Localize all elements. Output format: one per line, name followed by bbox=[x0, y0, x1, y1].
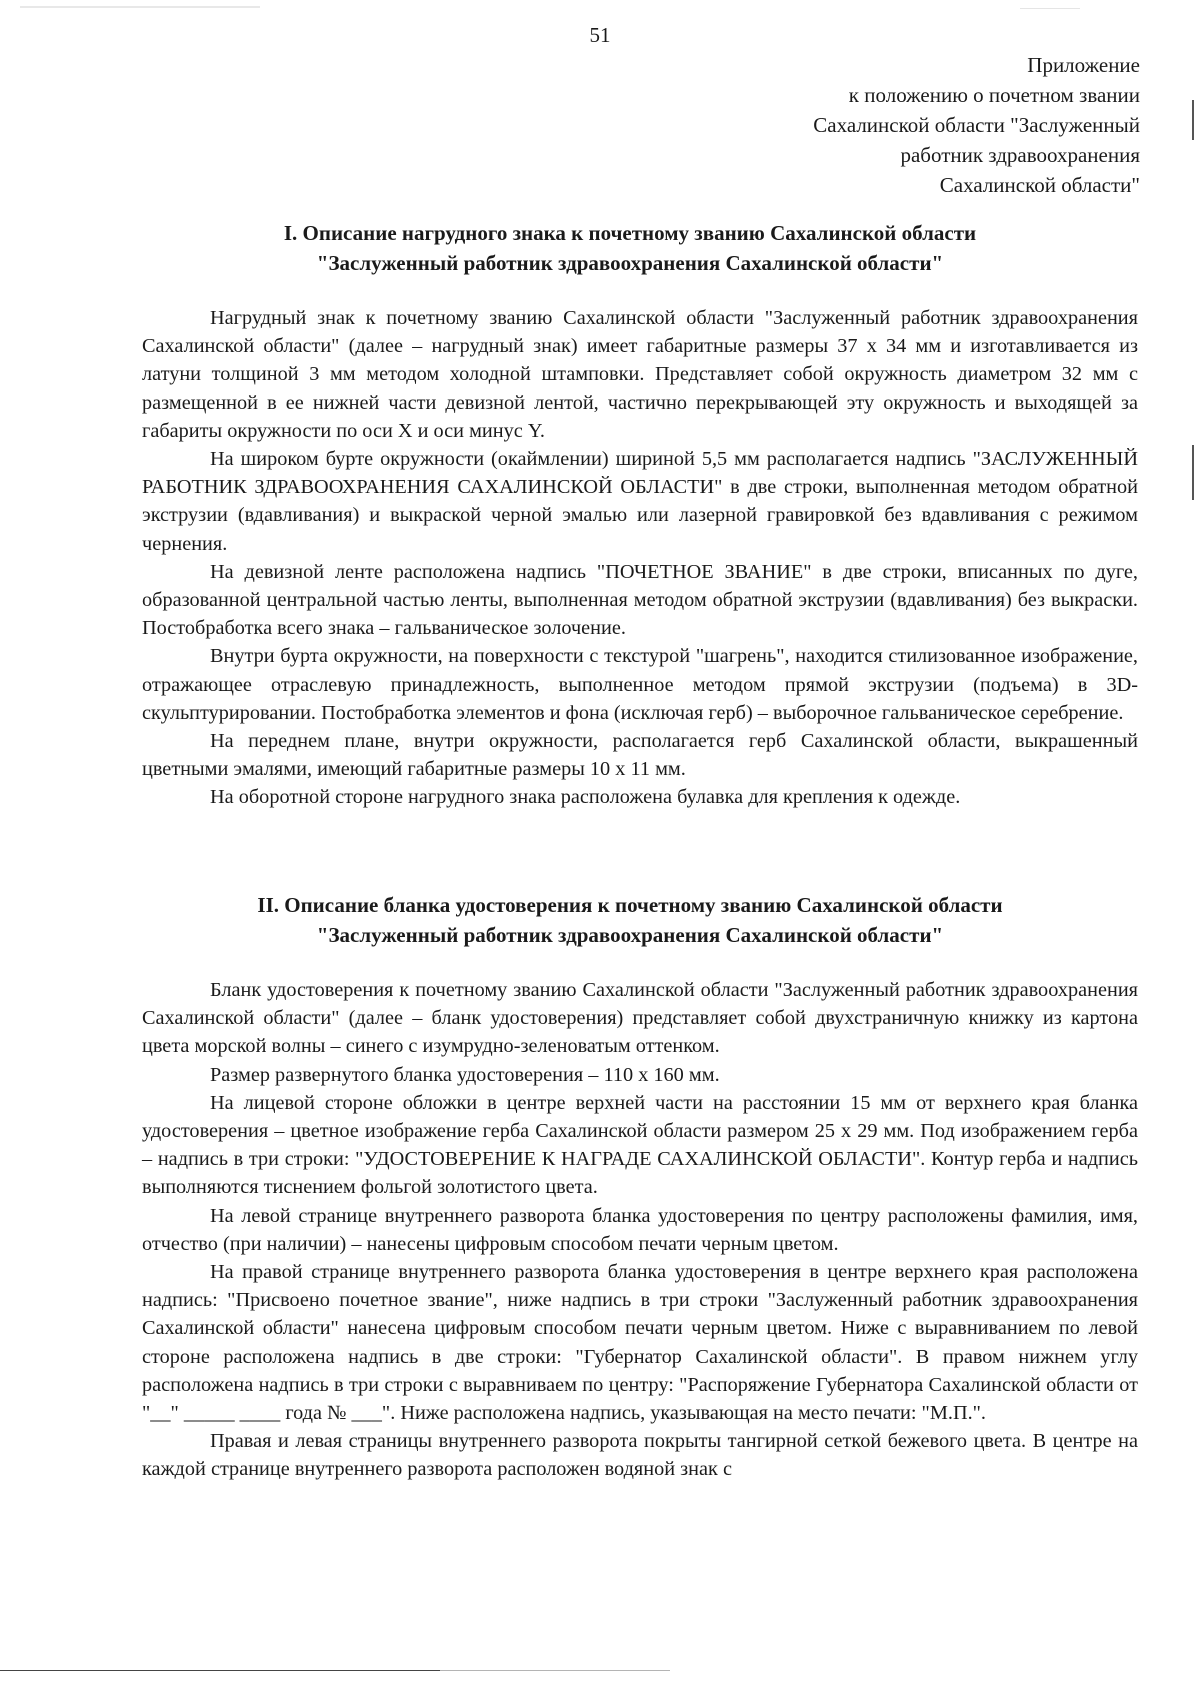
paragraph: На переднем плане, внутри окружности, располагается герб Сахалинской области, выкрашенный цветными эмалями, имеющий габаритные размеры 10 х 11 мм. bbox=[142, 730, 1138, 781]
section-heading-line: I. Описание нагрудного знака к почетному званию Сахалинской области bbox=[283, 221, 977, 245]
paragraph: Правая и левая страницы внутреннего разворота покрыты тангирной сеткой бежевого цвета. В центре на каждой странице внутреннего разворота расположен водяной знак с bbox=[142, 1430, 1138, 1481]
section-heading-line: "Заслуженный работник здравоохранения Сахалинской области" bbox=[316, 251, 944, 275]
scan-bottom-rule bbox=[0, 1670, 440, 1671]
section-heading-line: "Заслуженный работник здравоохранения Сахалинской области" bbox=[316, 923, 944, 947]
appendix-line: Сахалинской области" bbox=[939, 173, 1140, 197]
paragraph: Внутри бурта окружности, на поверхности с текстурой "шагрень", находится стилизованное изображение, отражающее отраслевую принадлежность, выполненное методом прямой экструзии (подъема) в 3D-скульптурировании. Постобработка элементов и фона (исключая герб) – выборочное гальваническое серебрение. bbox=[142, 645, 1138, 724]
scan-speck bbox=[20, 6, 260, 8]
section-1-heading bbox=[140, 218, 1120, 278]
paragraph: Нагрудный знак к почетному званию Сахалинской области "Заслуженный работник здравоохранения Сахалинской области" (далее – нагрудный знак) имеет габаритные размеры 37 х 34 мм и изготавливается из латуни толщиной 3 мм методом холодной штамповки. Представляет собой окружность диаметром 32 мм с размещенной в ее нижней части девизной лентой, частично перекрывающей эту окружность и выходящей за габариты окружности по оси X и оси минус Y. bbox=[142, 307, 1138, 442]
section-1-body bbox=[142, 304, 1138, 812]
paragraph: На девизной ленте расположена надпись "ПОЧЕТНОЕ ЗВАНИЕ" в две строки, вписанных по дуге, образованной центральной частью ленты, выполненная методом обратной экструзии (вдавливания) без выкраски. Постобработка всего знака – гальваническое золочение. bbox=[142, 560, 1138, 640]
paragraph: На правой странице внутреннего разворота бланка удостоверения в центре верхнего края расположена надпись: "Присвоено почетное звание", ниже надпись в три строки "Заслуженный работник здравоохранения Сахалинской области" нанесена цифровым способом печати черным цветом. Ниже с выравниванием по левой стороне расположена надпись в две строки: "Губернатор Сахалинской области". В правом нижнем углу расположена надпись в три строки с выравниваем по центру: "Распоряжение Губернатора Сахалинской области от "__" _____ ____ года № ___". Ниже расположена надпись, указывающая на место печати: "М.П.". bbox=[142, 1261, 1138, 1425]
paragraph: На широком бурте окружности (окаймлении) шириной 5,5 мм располагается надпись "ЗАСЛУЖЕННЫЙ РАБОТНИК ЗДРАВООХРАНЕНИЯ САХАЛИНСКОЙ ОБЛАСТИ" в две строки, выполненная методом обратной экструзии (вдавливания) и выкраской черной эмалью или лазерной гравировкой без вдавливания с режимом чернения. bbox=[142, 448, 1138, 555]
appendix-line: Сахалинской области "Заслуженный bbox=[813, 113, 1140, 137]
margin-scan-mark bbox=[1192, 100, 1194, 140]
section-2-body bbox=[142, 976, 1138, 1484]
scan-bottom-rule bbox=[440, 1670, 670, 1671]
section-heading-line: II. Описание бланка удостоверения к почетному званию Сахалинской области bbox=[257, 893, 1003, 917]
section-2-heading bbox=[140, 890, 1120, 950]
margin-scan-mark bbox=[1192, 445, 1194, 500]
appendix-line: Приложение bbox=[1027, 53, 1140, 77]
appendix-line: к положению о почетном звании bbox=[848, 83, 1140, 107]
paragraph: Размер развернутого бланка удостоверения – 110 х 160 мм. bbox=[210, 1063, 720, 1086]
scan-speck bbox=[1020, 8, 1080, 9]
appendix-line: работник здравоохранения bbox=[900, 143, 1140, 167]
paragraph: Бланк удостоверения к почетному званию Сахалинской области "Заслуженный работник здравоохранения Сахалинской области" (далее – бланк удостоверения) представляет собой двухстраничную книжку из картона цвета морской волны – синего с изумрудно-зеленоватым оттенком. bbox=[142, 979, 1138, 1058]
page-number: 51 bbox=[589, 23, 611, 47]
appendix-header bbox=[620, 50, 1140, 200]
paragraph: На левой странице внутреннего разворота бланка удостоверения по центру расположены фамилия, имя, отчество (при наличии) – нанесены цифровым способом печати черным цветом. bbox=[142, 1204, 1138, 1255]
paragraph: На оборотной стороне нагрудного знака расположена булавка для крепления к одежде. bbox=[210, 786, 961, 809]
paragraph: На лицевой стороне обложки в центре верхней части на расстоянии 15 мм от верхнего края бланка удостоверения – цветное изображение герба Сахалинской области размером 25 х 29 мм. Под изображением герба – надпись в три строки: "УДОСТОВЕРЕНИЕ К НАГРАДЕ САХАЛИНСКОЙ ОБЛАСТИ". Контур герба и надпись выполняются тиснением фольгой золотистого цвета. bbox=[142, 1091, 1138, 1199]
